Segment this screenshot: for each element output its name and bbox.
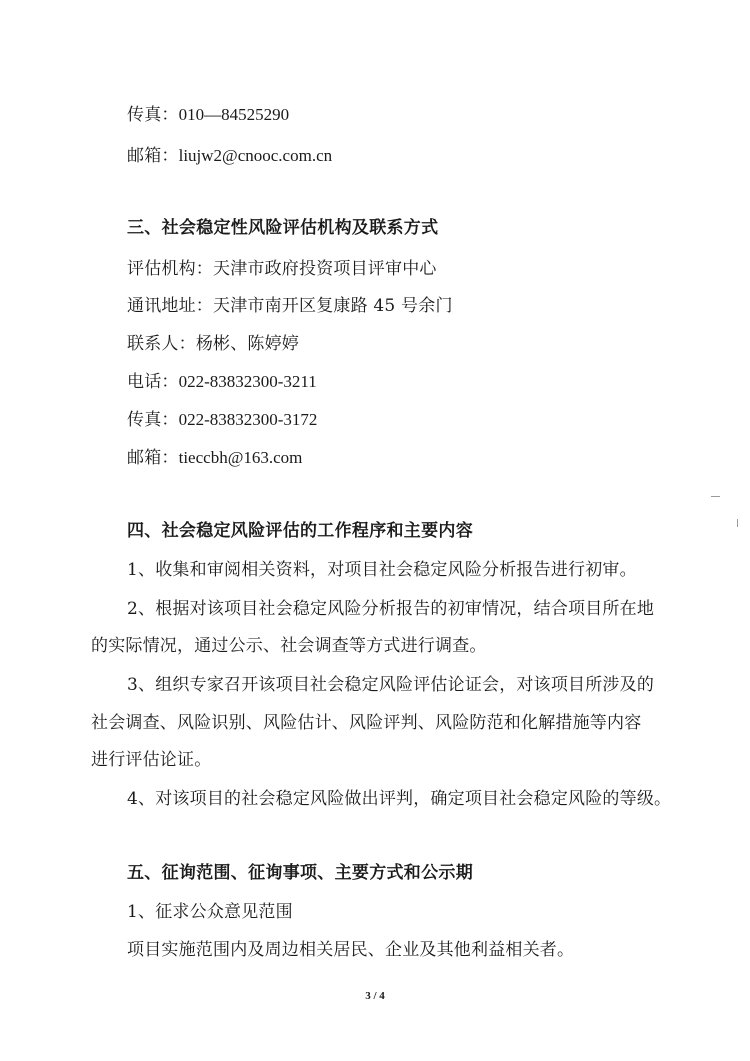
contact-person-label: 联系人： xyxy=(127,334,196,354)
section4-item2-line2: 的实际情况，通过公示、社会调查等方式进行调查。 xyxy=(91,636,487,656)
email2-value: tieccbh@163.com xyxy=(178,448,303,467)
email2-label: 邮箱： xyxy=(127,448,179,468)
section3-heading: 三、社会稳定性风险评估机构及联系方式 xyxy=(127,218,439,238)
phone-line xyxy=(127,373,317,391)
email-line xyxy=(127,147,332,165)
phone-value: 022-83832300-3211 xyxy=(178,372,317,391)
section4-item2-line1: 2、根据对该项目社会稳定风险分析报告的初审情况，结合项目所在地 xyxy=(127,599,655,619)
contact-person-value: 杨彬、陈婷婷 xyxy=(195,334,300,354)
org-line xyxy=(127,261,437,278)
phone-label: 电话： xyxy=(127,372,179,392)
fax-value: 010—84525290 xyxy=(178,105,290,124)
org-label: 评估机构： xyxy=(127,259,213,279)
section4-item3-line1: 3、组织专家召开该项目社会稳定风险评估论证会，对该项目所涉及的 xyxy=(127,675,655,695)
address-line xyxy=(127,298,453,315)
address-value: 天津市南开区复康路 45 号余门 xyxy=(213,296,453,316)
fax2-line xyxy=(127,411,317,429)
section4-item4: 4、对该项目的社会稳定风险做出评判，确定项目社会稳定风险的等级。 xyxy=(127,789,672,809)
fax2-label: 传真： xyxy=(127,410,179,430)
fax-line xyxy=(127,106,289,124)
email-label: 邮箱： xyxy=(127,146,179,166)
section5-sub1: 1、征求公众意见范围 xyxy=(127,902,293,922)
fax2-value: 022-83832300-3172 xyxy=(178,410,318,429)
email-value: liujw2@cnooc.com.cn xyxy=(178,146,333,165)
section4-item3-line3: 进行评估论证。 xyxy=(91,750,212,770)
section5-sub1-text: 项目实施范围内及周边相关居民、企业及其他利益相关者。 xyxy=(127,940,575,960)
scan-mark xyxy=(711,496,720,497)
section4-item3-line2: 社会调查、风险识别、风险估计、风险评判、风险防范和化解措施等内容 xyxy=(91,713,642,733)
section4-heading: 四、社会稳定风险评估的工作程序和主要内容 xyxy=(127,521,473,541)
contact-person-line xyxy=(127,336,299,353)
address-label: 通讯地址： xyxy=(127,296,213,316)
section5-heading: 五、征询范围、征询事项、主要方式和公示期 xyxy=(127,863,473,883)
page-number: 3 / 4 xyxy=(365,990,385,1002)
scan-mark xyxy=(737,519,738,527)
email2-line xyxy=(127,449,302,467)
fax-label: 传真： xyxy=(127,105,179,125)
org-value: 天津市政府投资项目评审中心 xyxy=(213,259,437,279)
section4-item1: 1、收集和审阅相关资料，对项目社会稳定风险分析报告进行初审。 xyxy=(127,560,637,580)
